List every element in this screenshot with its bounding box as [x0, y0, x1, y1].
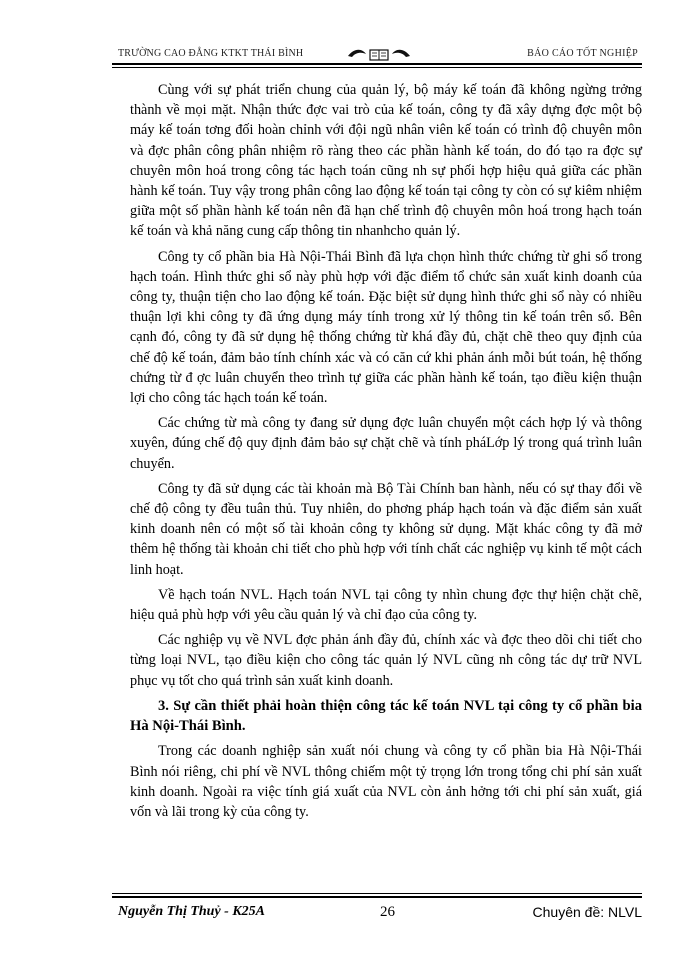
section-heading: 3. Sự cần thiết phải hoàn thiện công tác kế toán NVL tại công ty cổ phần bia Hà Nội-Thái Bình.: [130, 697, 642, 735]
paragraph-accounting-apparatus: Cùng với sự phát triển chung của quản lý, bộ máy kế toán đã không ngừng trởng thành về mọi mặt. Nhận thức đợc vai trò của kế toán, công ty đã xây dựng đợc một bộ máy kế toán tơng đối hoàn chỉnh với đội ngũ nhân viên kế toán có trình độ chuyên môn và đợc phân công phân nhiệm rõ ràng theo các phần hành kế toán, do đó tạo ra đợc sự chuyên môn hoá trong công tác hạch toán cũng nh sự phối hợp hiệu quả giữa các phần hành kế toán. Tuy vậy trong phân công lao động kế toán tại công ty còn có sự kiêm nhiệm giữa một số phần hành kế toán nên đã hạn chế trình độ chuyên môn hoá trong hạch toán kế toán và khả năng cung cấp thông tin nhanhcho quản lý.: [130, 82, 642, 240]
footer-topic: Chuyên đề: NLVL: [532, 904, 642, 920]
footer-rule-thick: [112, 896, 642, 898]
paragraph-voucher-form: Công ty cổ phần bia Hà Nội-Thái Bình đã lựa chọn hình thức chứng từ ghi sổ trong hạch toán. Hình thức ghi sổ này phù hợp với đặc điểm tổ chức sản xuất kinh doanh của công ty, thuận tiện cho lao động kế toán. Đặc biệt sử dụng hình thức ghi sổ này có nhiều thuận lợi khi công ty đã ứng dụng máy tính trong xử lý thông tin kế toán trên sổ. Bên cạnh đó, công ty đã sử dụng hệ thống chứng từ khá đầy đủ, chặt chẽ theo quy định của chế độ kế toán, đảm bảo tính chính xác và có căn cứ khi phản ánh mỗi bút toán, hệ thống chứng từ đ ợc luân chuyển theo trình tự giữa các phần hành kế toán, tạo điều kiện thuận lợi cho công tác hạch toán kế toán.: [130, 248, 642, 407]
body-text: [130, 80, 642, 827]
paragraph-nvl-transactions: Các nghiệp vụ về NVL đợc phản ánh đầy đủ, chính xác và đợc theo dõi chi tiết cho từng loại NVL, tạo điều kiện cho công tác quản lý NVL cũng nh công tác dự trữ NVL phục vụ tốt cho quá trình sản xuất kinh doanh.: [130, 632, 642, 689]
book-ornament-icon: [344, 46, 414, 62]
header-report-title: BÁO CÁO TỐT NGHIỆP: [527, 48, 638, 59]
paragraph-voucher-flow: Các chứng từ mà công ty đang sử dụng đợc luân chuyển một cách hợp lý và thông xuyên, đúng chế độ quy định đảm bảo sự chặt chẽ và tính pháLớp lý trong quá trình luân chuyển.: [130, 415, 642, 472]
footer-rule-thin: [112, 893, 642, 894]
page-footer: [118, 904, 642, 926]
footer-author: Nguyễn Thị Thuỷ - K25A: [118, 904, 266, 919]
header-school-name: TRƯỜNG CAO ĐẲNG KTKT THÁI BÌNH: [118, 48, 304, 59]
header-rule-thick: [112, 63, 642, 65]
paragraph-accounts: Công ty đã sử dụng các tài khoản mà Bộ Tài Chính ban hành, nếu có sự thay đổi về chế độ công ty đều tuân thủ. Tuy nhiên, do phơng pháp hạch toán và đặc điểm sản xuất kinh doanh nên có một số tài khoản công ty không sử dụng. Mặt khác công ty đã mở thêm hệ thống tài khoản chi tiết cho phù hợp với tính chất các nghiệp vụ kinh tế một cách linh hoạt.: [130, 480, 642, 578]
paragraph-closing: Trong các doanh nghiệp sản xuất nói chung và công ty cổ phần bia Hà Nội-Thái Bình nói riêng, chi phí về NVL thông chiếm một tỷ trọng lớn trong tổng chi phí sản xuất kinh doanh. Ngoài ra việc tính giá xuất của NVL còn ảnh hởng tới chi phí sản xuất, giá vốn và lãi trong kỳ của công ty.: [130, 743, 642, 820]
paragraph-nvl-accounting: Về hạch toán NVL. Hạch toán NVL tại công ty nhìn chung đợc thự hiện chặt chẽ, hiệu quả phù hợp với yêu cầu quản lý và chỉ đạo của công ty.: [130, 586, 642, 624]
header-rule-thin: [112, 67, 642, 68]
page-number: 26: [380, 904, 395, 920]
